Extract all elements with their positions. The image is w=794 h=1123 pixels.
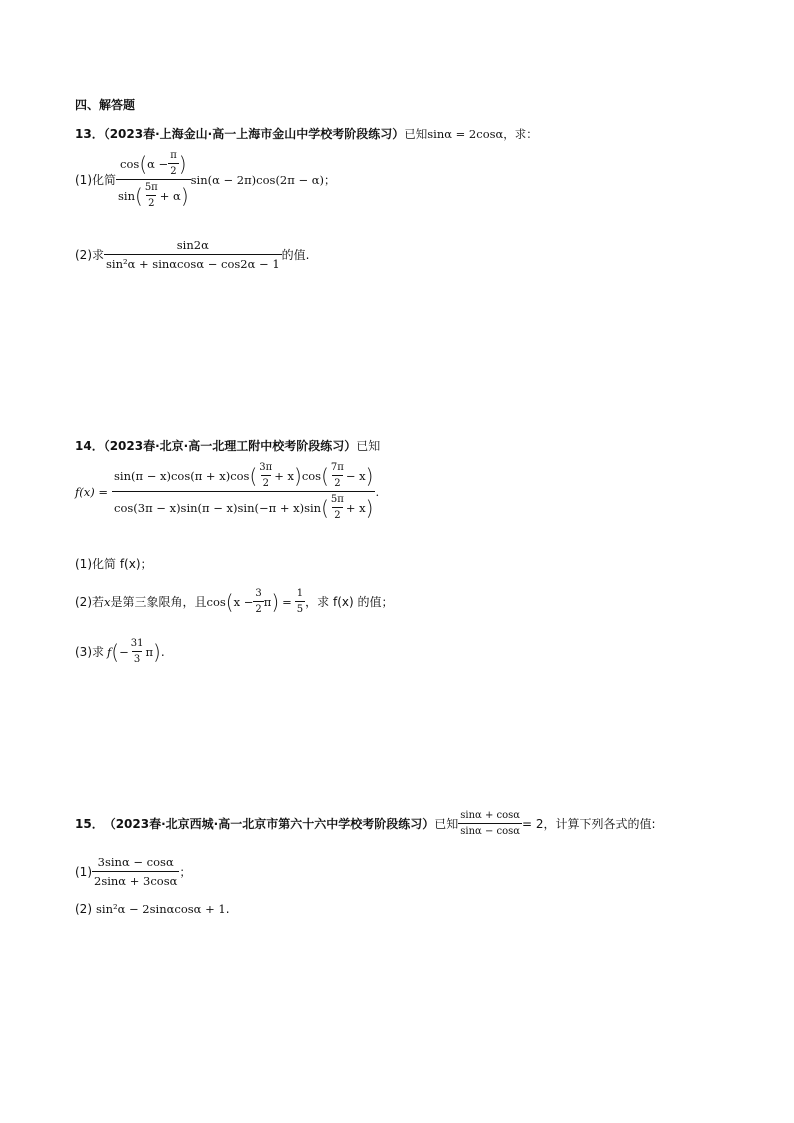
question-number: 15． [75, 817, 104, 831]
math-text: + x [274, 468, 294, 483]
math-text: ，求 f(x) 的值； [305, 595, 394, 609]
math-text: cos [120, 156, 140, 171]
math-text: sin(π − x)cos(π + x)cos [114, 468, 250, 483]
math-text: sinα + cosα [460, 810, 521, 821]
math-text: cos(3π − x)sin(π − x)sin(−π + x)sin [114, 500, 322, 515]
q14-function-definition [75, 462, 379, 521]
question-condition: 已知 [434, 817, 459, 831]
math-text: π [263, 594, 272, 609]
q14-part2: (2)若 x 是第三象限角，且 cos ( x − $\frac{3}{2}$ π ) = $\frac{1}{5}$ ，求 f(x) 的值； [75, 588, 394, 615]
question-condition: 已知 [356, 439, 381, 453]
q15-fraction [92, 855, 179, 888]
question-15-header [75, 810, 656, 837]
math-text: − [119, 644, 129, 659]
q14-part1: (1)化简 f(x)； [75, 557, 153, 571]
math-text: 2 [332, 475, 342, 489]
math-text: α − [147, 156, 169, 171]
math-text: 2 [146, 195, 156, 209]
question-number: 14． [75, 439, 104, 453]
math-text: π [170, 150, 177, 161]
q14-part3: (3)求 f ( − $\frac{31}{3}$ π ) . [75, 638, 165, 665]
question-source: （2023春·上海金山·高一上海市金山中学校考阶段练习） [103, 127, 405, 141]
part-label: (2)求 [75, 248, 104, 262]
math-text: 3 [255, 588, 262, 599]
math-text: 3 [132, 651, 142, 665]
math-text: 7π [330, 462, 344, 473]
math-text: π [145, 644, 154, 659]
math-text: ； [179, 865, 192, 879]
question-source: （2023春·北京·高一北理工附中校考阶段练习） [103, 439, 357, 453]
math-text: sinα − cosα [458, 823, 522, 837]
question-14-header [75, 437, 380, 454]
math-text: 2 [253, 601, 263, 615]
math-text: = 2，计算下列各式的值: [522, 817, 656, 831]
part-label: (2) [75, 902, 92, 916]
math-text: 5π [330, 494, 344, 505]
question-condition: 已知sinα = 2cosα，求： [404, 127, 538, 141]
math-text: 2 [168, 163, 178, 177]
math-text: 是第三象限角，且 [110, 595, 207, 609]
question-13-header [75, 125, 538, 142]
math-text: 3sinα − cosα [97, 855, 174, 869]
math-text: − x [345, 468, 366, 483]
math-text: sin [118, 188, 135, 203]
q13-part2 [75, 238, 309, 271]
math-text: . [160, 644, 165, 659]
math-text: sin²α + sinαcosα − cos2α − 1 [104, 254, 282, 271]
q15-part2 [75, 902, 230, 916]
math-text: . [225, 902, 230, 916]
math-text: sin²α − 2sinαcosα + 1 [96, 902, 226, 916]
q13-part1 [75, 150, 336, 209]
math-text: sin(α − 2π)cos(2π − α)； [190, 172, 336, 187]
math-text: 2 [332, 507, 342, 521]
part-label: (2)若 [75, 595, 104, 609]
math-text: 5π [144, 182, 158, 193]
math-text: 2 [261, 475, 271, 489]
part-label: (1) [75, 864, 92, 879]
math-text: = [282, 594, 292, 609]
question-source: （2023春·北京西城·高一北京市第六十六中学校考阶段练习） [103, 817, 435, 831]
math-text: 3π [259, 462, 273, 473]
math-text: . [375, 484, 380, 499]
part-label: (3)求 [75, 645, 104, 659]
question-number: 13． [75, 127, 104, 141]
math-text: cos [206, 594, 226, 609]
section-title: 四、解答题 [75, 98, 136, 112]
math-text: 5 [295, 601, 305, 615]
math-text: x [104, 594, 111, 609]
math-text: sin2α [176, 238, 209, 252]
math-text: 1 [296, 588, 304, 599]
math-text: 2sinα + 3cosα [92, 871, 179, 888]
q15-condition-fraction [458, 810, 522, 837]
q15-part1 [75, 855, 191, 888]
math-text: f(x) = [75, 484, 109, 499]
math-text: f [107, 644, 112, 659]
part-tail: 的值. [281, 248, 310, 262]
math-text: + x [345, 500, 366, 515]
q13-fraction-2 [104, 238, 282, 271]
q14-fraction: sin(π − x)cos(π + x)cos ( $\frac{3\pi}{2}$ + x ) cos ( $\frac{7\pi}{2}$ − x ) cos(3π − x)sin(π − x)sin(−π + x)sin ( $\frac{5\pi}{2}$ + x ) [114, 462, 374, 521]
math-text: 31 [130, 638, 144, 649]
math-text: x − [233, 594, 254, 609]
part-label: (1)化简 [75, 173, 116, 187]
math-text: + α [159, 188, 181, 203]
math-text: cos [301, 468, 322, 483]
q13-fraction: cos ( α − $\frac{\pi}{2}$ ) sin ( $\frac{5\pi}{2}$ + α ) [118, 150, 189, 209]
